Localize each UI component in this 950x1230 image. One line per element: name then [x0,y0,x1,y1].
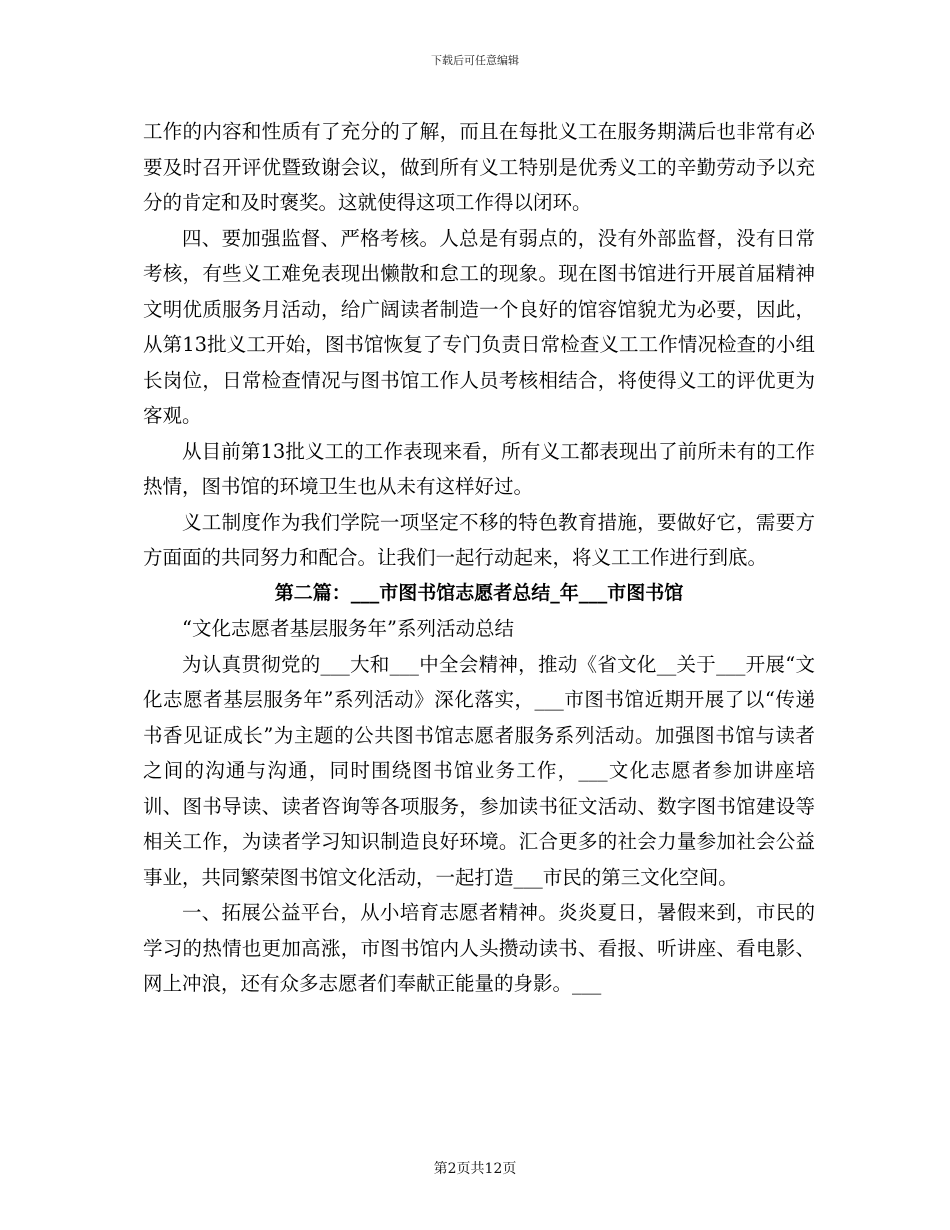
paragraph-supervision: 四、要加强监督、严格考核。人总是有弱点的，没有外部监督，没有日常考核，有些义工难免表现出懒散和怠工的现象。现在图书馆进行开展首届精神文明优质服务月活动，给广阔读者制造一个良好的馆容馆貌尤为必要，因此，从第13批义工开始，图书馆恢复了专门负责日常检查义工工作情况检查的小组长岗位，日常检查情况与图书馆工作人员考核相结合，将使得义工的评优更为客观。 [143,226,815,427]
section-subtitle: “文化志愿者基层服务年”系列活动总结 [182,617,514,640]
page-header: 下载后可任意编辑 [431,54,519,67]
section-heading: 第二篇：___市图书馆志愿者总结_年___市图书馆 [274,581,684,604]
paragraph-continuation: 工作的内容和性质有了充分的了解，而且在每批义工在服务期满后也非常有必要及时召开评优暨致谢会议，做到所有义工特别是优秀义工的辛勤劳动予以充分的肯定和及时褒奖。这就使得这项工作得以闭环。 [143,120,815,214]
paragraph-intro: 为认真贯彻党的___大和___中全会精神，推动《省文化__关于___开展“文化志愿者基层服务年”系列活动》深化落实，___市图书馆近期开展了以“传递书香见证成长”为主题的公共图书馆志愿者服务系列活动。加强图书馆与读者之间的沟通与沟通，同时围绕图书馆业务工作，___文化志愿者参加讲座培训、图书导读、读者咨询等各项服务，参加读书征文活动、数字图书馆建设等相关工作，为读者学习知识制造良好环境。汇合更多的社会力量参加社会公益事业，共同繁荣图书馆文化活动，一起打造___市民的第三文化空间。 [143,652,815,889]
document-body [143,114,815,1002]
paragraph-conclusion: 义工制度作为我们学院一项坚定不移的特色教育措施，要做好它，需要方方面面的共同努力和配合。让我们一起行动起来，将义工工作进行到底。 [143,510,815,569]
page-number: 第2页共12页 [433,1161,517,1177]
paragraph-performance: 从目前第13批义工的工作表现来看，所有义工都表现出了前所未有的工作热情，图书馆的环境卫生也从未有这样好过。 [143,439,815,498]
paragraph-point-one: 一、拓展公益平台，从小培育志愿者精神。炎炎夏日，暑假来到，市民的学习的热情也更加高涨，市图书馆内人头攒动读书、看报、听讲座、看电影、网上冲浪，还有众多志愿者们奉献正能量的身影。___ [143,901,815,995]
